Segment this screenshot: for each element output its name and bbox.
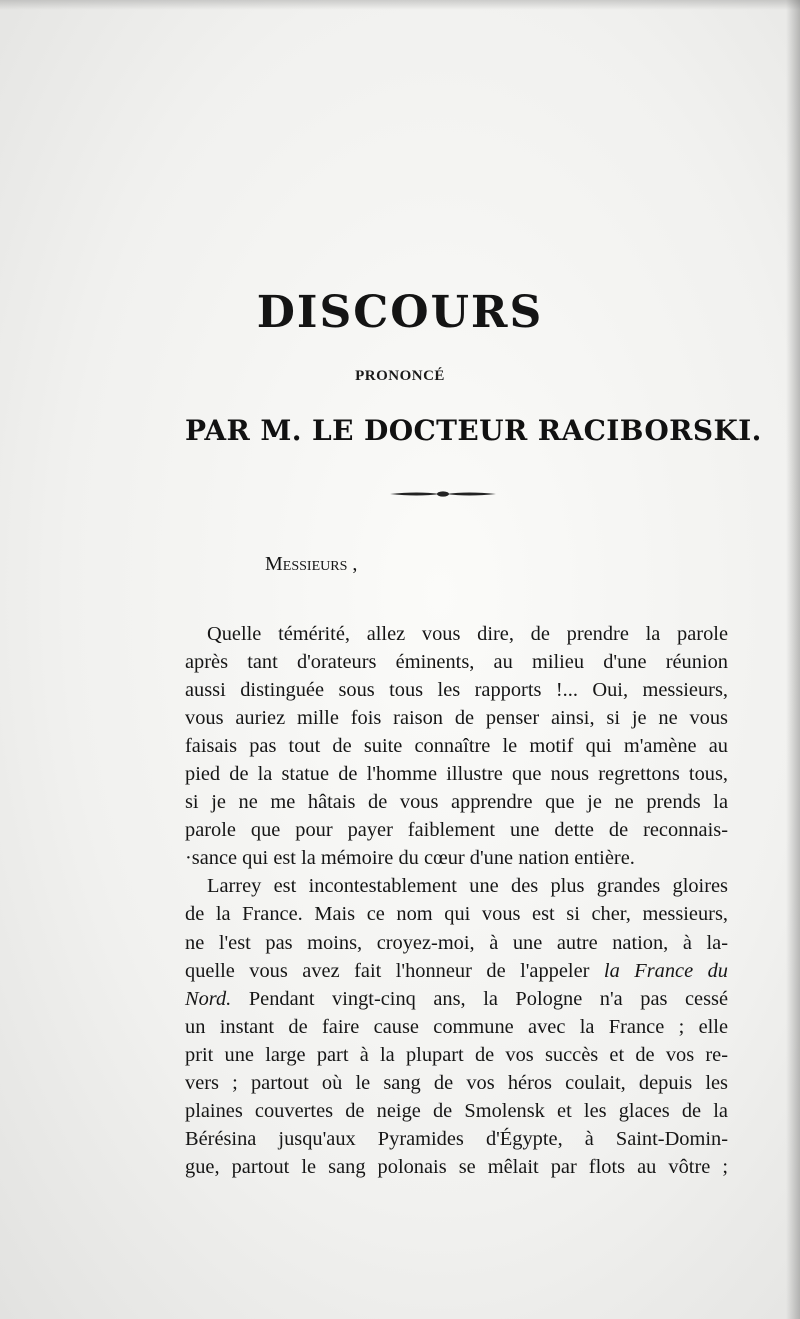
page-title: DISCOURS [256,287,544,338]
text-line: aussi distinguée sous tous les rapports !... Oui, messieurs, [185,679,728,702]
salutation: Messieurs , [265,553,358,575]
text-line: si je ne me hâtais de vous apprendre que je ne prends la [185,791,728,814]
text-line: vous auriez mille fois raison de penser ainsi, si je ne vous [185,707,728,730]
text-line: Nord. Pendant vingt-cinq ans, la Pologne n'a pas cessé [185,987,728,1010]
text-line: quelle vous avez fait l'honneur de l'appeler la France du [185,959,728,982]
author-line: PAR M. LE DOCTEUR RACIBORSKI. [185,414,762,447]
ornament-divider-icon [388,488,498,500]
page-subtitle: PRONONCÉ [355,368,445,384]
text-line: Larrey est incontestablement une des plus grandes gloires [207,875,728,898]
text-line: après tant d'orateurs éminents, au milieu d'une réunion [185,651,728,674]
page-top-shadow [0,0,800,10]
italic-phrase: la France du [603,959,728,982]
text-line: plaines couvertes de neige de Smolensk et les glaces de la [185,1099,728,1122]
page-right-shadow [786,0,800,1319]
text-line: prit une large part à la plupart de vos succès et de vos re- [185,1043,728,1066]
text-line: faisais pas tout de suite connaître le motif qui m'amène au [185,735,728,758]
text-line: de la France. Mais ce nom qui vous est si cher, messieurs, [185,903,728,926]
text-line: ne l'est pas moins, croyez-moi, à une autre nation, à la- [185,931,728,954]
speech-body [185,620,728,1181]
text-line: ·sance qui est la mémoire du cœur d'une nation entière. [185,847,635,870]
text-line: pied de la statue de l'homme illustre que nous regrettons tous, [185,763,728,786]
italic-phrase: Nord. [185,987,232,1010]
text-line: un instant de faire cause commune avec la France ; elle [185,1015,728,1038]
text-line: Quelle témérité, allez vous dire, de prendre la parole [207,623,728,645]
text-line: gue, partout le sang polonais se mêlait par flots au vôtre ; [185,1155,728,1178]
text-line: Bérésina jusqu'aux Pyramides d'Égypte, à Saint-Domin- [185,1127,728,1150]
text-line: vers ; partout où le sang de vos héros coulait, depuis les [185,1071,728,1094]
text-line: parole que pour payer faiblement une dette de reconnais- [185,819,728,842]
